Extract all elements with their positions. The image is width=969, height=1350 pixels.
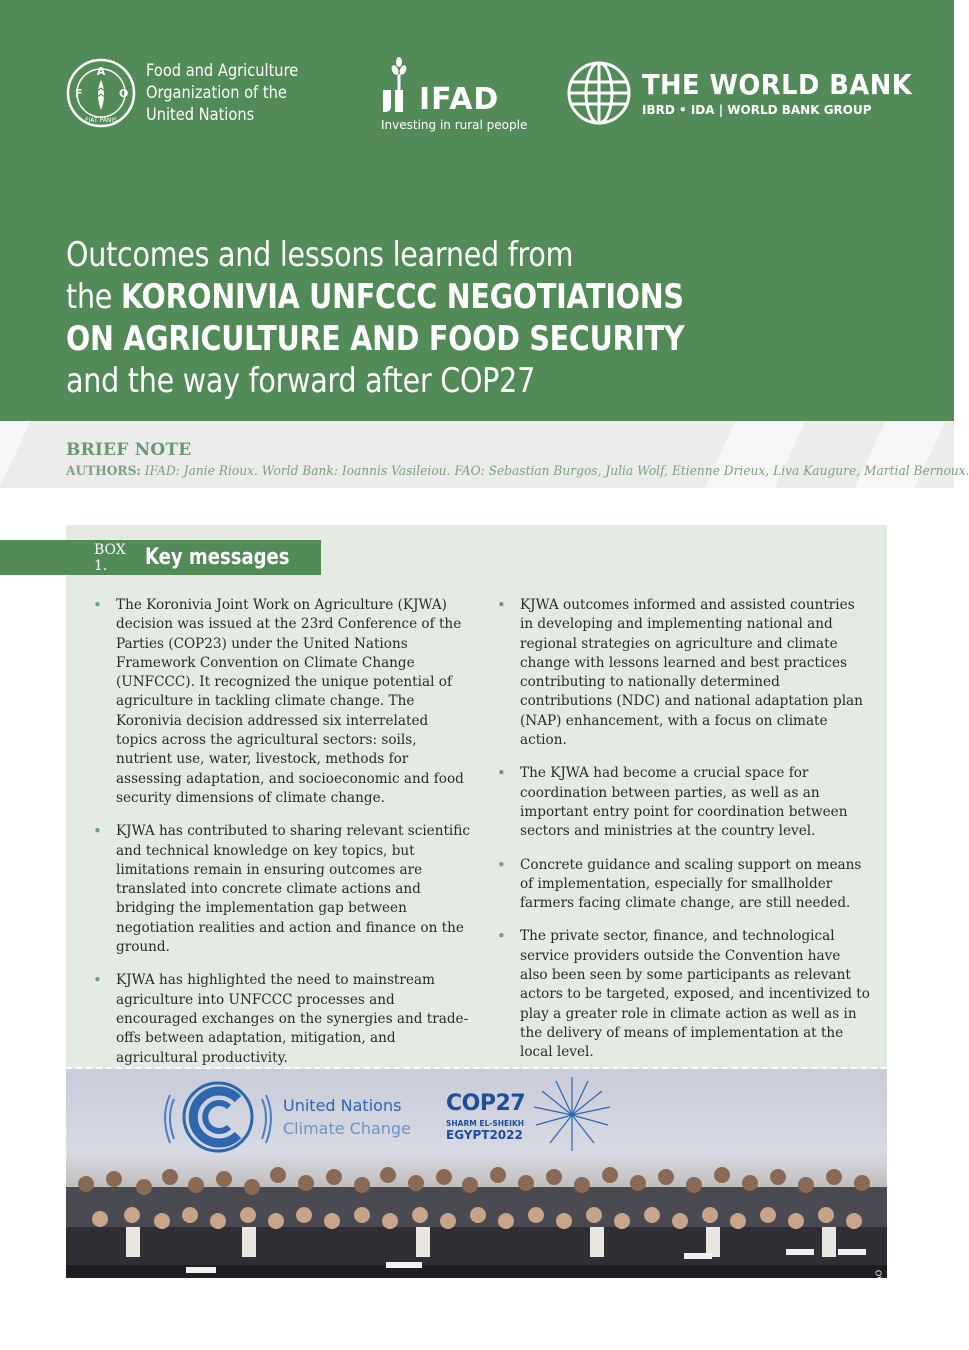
fao-name bbox=[146, 60, 298, 126]
ifad-wheat-icon bbox=[381, 56, 421, 116]
title-line-2: the KORONIVIA UNFCCC NEGOTIATIONS bbox=[66, 277, 684, 317]
fao-emblem-icon bbox=[66, 58, 136, 128]
globe-icon bbox=[566, 60, 632, 126]
fao-name-line: Food and Agriculture bbox=[146, 61, 299, 81]
fao-name-line: United Nations bbox=[146, 105, 255, 125]
unfccc-emblem-icon bbox=[165, 1083, 271, 1151]
fao-name-line: Organization of the bbox=[146, 83, 287, 103]
svg-text:O: O bbox=[119, 87, 129, 100]
bullet-item: • The KJWA had become a crucial space for coordination between parties, as well as an important entry point for coordination between sectors and ministries at the country level. bbox=[520, 764, 872, 841]
bullet-item: • The private sector, finance, and technological service providers outside the Convention have also been seen by some participants as relevant actors to be targeted, exposed, and incentivized to play a greater role in climate action as well as in the delivery of means of implementation at the local level. bbox=[520, 927, 872, 1062]
bullet-item: • KJWA outcomes informed and assisted countries in developing and implementing national and regional strategies on agriculture and climate change with lessons learned and best practices contributing to nationally determined contributions (NDC) and national adaptation plan (NAP) enhancement, with a focus on climate action. bbox=[520, 596, 872, 750]
box-title: Key messages bbox=[144, 545, 290, 570]
brief-note-label: BRIEF NOTE bbox=[66, 440, 192, 460]
group-photo bbox=[66, 1069, 887, 1294]
box-header bbox=[0, 540, 321, 575]
title-line-4: and the way forward after COP27 bbox=[66, 361, 535, 401]
bullet-item: • Concrete guidance and scaling support on means of implementation, especially for smallholder farmers facing climate change, are still needed. bbox=[520, 856, 872, 914]
cop27-title: COP27 bbox=[446, 1091, 526, 1116]
cop27-place: SHARM EL-SHEIKH bbox=[446, 1119, 525, 1128]
cop27-label bbox=[446, 1091, 525, 1142]
cop27-year: EGYPT2022 bbox=[446, 1128, 523, 1142]
svg-text:FIAT PANIS: FIAT PANIS bbox=[85, 117, 117, 124]
ifad-logo bbox=[381, 56, 541, 136]
page-title bbox=[66, 234, 802, 402]
header-banner bbox=[0, 0, 954, 421]
box-number: BOX 1. bbox=[94, 541, 126, 574]
world-bank-logo bbox=[566, 60, 936, 126]
svg-text:A: A bbox=[96, 65, 106, 78]
world-bank-title: THE WORLD BANK bbox=[642, 67, 913, 101]
authors-line: AUTHORS: IFAD: Janie Rioux. World Bank: Ioannis Vasileiou. FAO: Sebastian Burgos, Julia Wolf, Etienne Drieux, Liva Kaugure, Martial Bernoux. bbox=[66, 464, 969, 479]
bullet-item: • KJWA has highlighted the need to mainstream agriculture into UNFCCC processes and encouraged exchanges on the synergies and trade-offs between adaptation, mitigation, and agricultural productivity. bbox=[116, 971, 472, 1067]
unfccc-line-2: Climate Change bbox=[283, 1119, 411, 1138]
title-line-1: Outcomes and lessons learned from bbox=[66, 235, 574, 275]
photo-credit: ©FAO bbox=[874, 1270, 883, 1294]
bullet-item: • KJWA has contributed to sharing relevant scientific and technical knowledge on key topics, but limitations remain in ensuring outcomes are translated into concrete climate actions and bridging the implementation gap between negotiation realities and action and finance on the ground. bbox=[116, 822, 472, 957]
bullet-item: • The Koronivia Joint Work on Agriculture (KJWA) decision was issued at the 23rd Conference of the Parties (COP23) under the United Nations Framework Convention on Climate Change (UNFCCC). It recognized the unique potential of agriculture in tackling climate change. The Koronivia decision addressed six interrelated topics across the agricultural sectors: soils, nutrient use, water, livestock, methods for assessing adaptation, and socioeconomic and food security dimensions of climate change. bbox=[116, 596, 472, 808]
svg-text:F: F bbox=[75, 87, 83, 100]
ifad-wordmark: IFAD bbox=[419, 82, 500, 117]
cop27-sun-icon bbox=[534, 1077, 610, 1151]
fao-logo bbox=[66, 58, 323, 128]
world-bank-subtitle: IBRD • IDA | WORLD BANK GROUP bbox=[642, 102, 872, 117]
key-messages-right-column bbox=[520, 596, 872, 1077]
unfccc-line-1: United Nations bbox=[283, 1096, 402, 1115]
unfccc-label bbox=[283, 1094, 411, 1140]
ifad-tagline: Investing in rural people bbox=[381, 118, 528, 132]
title-line-3: ON AGRICULTURE AND FOOD SECURITY bbox=[66, 319, 685, 359]
key-messages-left-column bbox=[116, 596, 472, 1082]
crowd bbox=[66, 1167, 887, 1278]
